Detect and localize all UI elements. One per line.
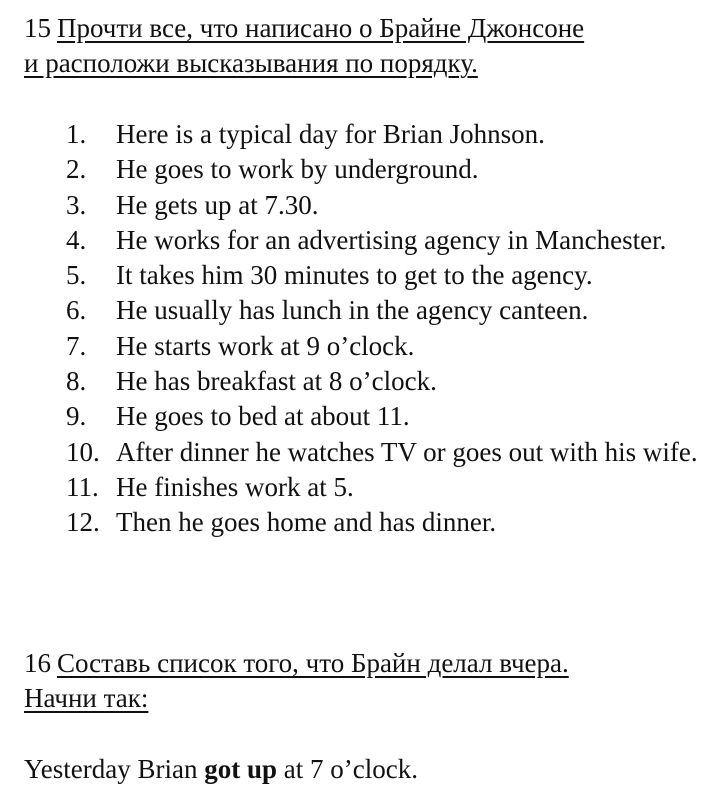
task-16-instruction-part-2: Начни так: bbox=[24, 683, 149, 713]
statement-item bbox=[66, 258, 706, 293]
statement-item bbox=[66, 293, 706, 328]
statement-item bbox=[66, 399, 706, 434]
example-sentence-bold-verb: got up bbox=[204, 754, 278, 784]
task-16-heading-line-2 bbox=[24, 681, 704, 716]
statement-text: He usually has lunch in the agency canteen. bbox=[116, 295, 589, 326]
statement-text: He gets up at 7.30. bbox=[116, 189, 319, 220]
example-sentence bbox=[24, 752, 418, 787]
statement-text: He goes to work by underground. bbox=[116, 154, 479, 185]
statement-item bbox=[66, 188, 706, 223]
statement-number: 12. bbox=[66, 507, 100, 538]
statement-number: 10. bbox=[66, 436, 100, 467]
task-15-heading-line-1 bbox=[24, 11, 704, 46]
statement-item bbox=[66, 505, 706, 540]
task-16-heading bbox=[24, 646, 704, 716]
statement-text: After dinner he watches TV or goes out with his wife. bbox=[116, 436, 698, 467]
statement-number: 4. bbox=[66, 224, 87, 255]
task-15-instruction-part-2: и расположи высказывания по порядку. bbox=[24, 48, 478, 78]
statement-item bbox=[66, 470, 706, 505]
statement-number: 11. bbox=[66, 471, 99, 502]
statement-item bbox=[66, 364, 706, 399]
statement-item bbox=[66, 329, 706, 364]
task-16-heading-line-1 bbox=[24, 646, 704, 681]
task-16-number: 16 bbox=[24, 648, 51, 678]
statement-item bbox=[66, 435, 706, 470]
statement-number: 1. bbox=[66, 119, 87, 149]
statement-text: He works for an advertising agency in Manchester. bbox=[116, 224, 667, 255]
statement-number: 3. bbox=[66, 189, 87, 220]
task-16-instruction-part-1: Составь список того, что Брайн делал вчера. bbox=[57, 648, 569, 678]
statement-number: 7. bbox=[66, 330, 87, 361]
statement-text: He goes to bed at about 11. bbox=[116, 401, 410, 432]
statement-text: He starts work at 9 o’clock. bbox=[116, 330, 415, 361]
statement-number: 6. bbox=[66, 295, 87, 326]
statement-text: It takes him 30 minutes to get to the agency. bbox=[116, 260, 593, 291]
task-15-heading bbox=[24, 11, 704, 81]
statement-text: Here is a typical day for Brian Johnson. bbox=[116, 119, 545, 149]
example-sentence-end: at 7 o’clock. bbox=[277, 754, 418, 784]
task-15-number: 15 bbox=[24, 13, 51, 43]
statement-item bbox=[66, 117, 706, 152]
statement-item bbox=[66, 152, 706, 187]
statement-number: 5. bbox=[66, 260, 87, 291]
statement-item bbox=[66, 223, 706, 258]
statement-number: 2. bbox=[66, 154, 87, 185]
task-15-instruction-part-1: Прочти все, что написано о Брайне Джонсоне bbox=[57, 13, 585, 43]
statement-number: 9. bbox=[66, 401, 87, 432]
statement-text: He finishes work at 5. bbox=[116, 471, 354, 502]
task-15-heading-line-2 bbox=[24, 46, 704, 81]
statement-list bbox=[66, 117, 706, 541]
statement-text: He has breakfast at 8 o’clock. bbox=[116, 366, 437, 397]
statement-text: Then he goes home and has dinner. bbox=[116, 507, 497, 538]
example-sentence-start: Yesterday Brian bbox=[24, 754, 205, 784]
statement-number: 8. bbox=[66, 366, 87, 397]
